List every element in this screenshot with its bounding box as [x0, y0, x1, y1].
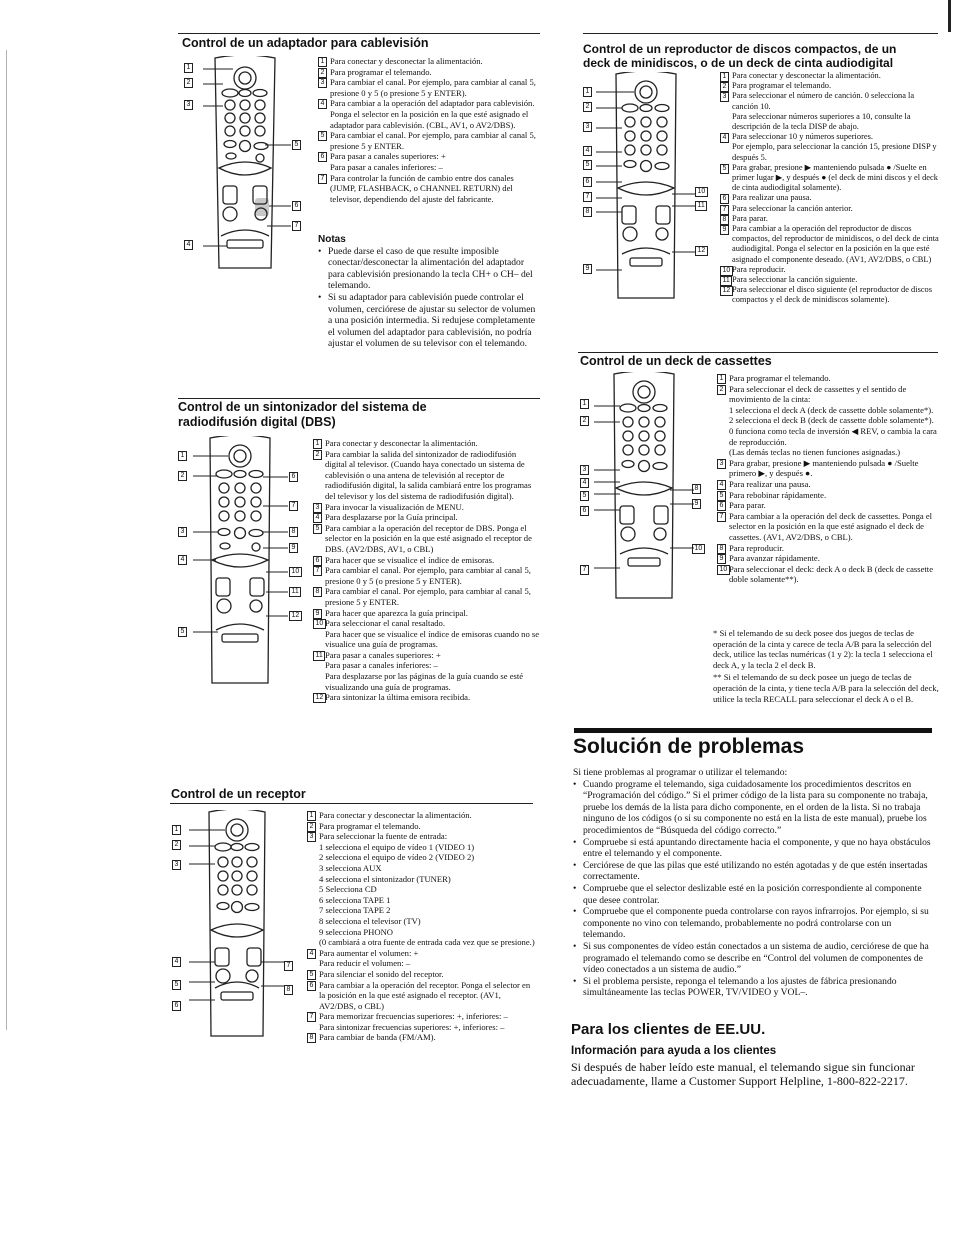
- list-item: 7 Para controlar la función de cambio entre dos canales (JUMP, FLASHBACK, o CHANNEL RETURN) del televisor, dependiendo del ajuste del fabricante.: [318, 173, 540, 205]
- list-item: 5 Para grabar, presione ▶ manteniendo pulsada ● /Suelte en primer lugar ▶, y después ● (el deck de mini discos y el deck de cinta audiodigital solamente).: [720, 163, 942, 194]
- cd-callout: 12: [695, 246, 708, 256]
- dbs-callout: 2: [178, 471, 187, 481]
- cd-callout: 9: [583, 264, 592, 274]
- receptor-remote-illustration: [185, 810, 305, 1040]
- list-item: 1 Para conectar y desconectar la alimentación.: [313, 438, 540, 449]
- right-edge-mark: [948, 0, 951, 32]
- list-item: 1 Para conectar y desconectar la alimentación.: [720, 71, 942, 81]
- cable-callout: 5: [292, 140, 301, 150]
- cassette-title: Control de un deck de cassettes: [580, 354, 772, 368]
- list-item: 7 Para seleccionar la canción anterior.: [720, 204, 942, 214]
- list-item: Para hacer que se visualice el índice de emisoras cuando no se visualice una guía de programas.: [325, 628, 540, 650]
- list-item: 11 Para pasar a canales superiores: +: [313, 650, 540, 661]
- list-item: 5 Para silenciar el sonido del receptor.: [307, 969, 535, 980]
- troubleshooting-body: [573, 767, 935, 999]
- cd-list: [720, 71, 942, 306]
- receptor-callout: 1: [172, 825, 181, 835]
- list-item: 8 Para parar.: [720, 214, 942, 224]
- receptor-callout: 7: [284, 961, 293, 971]
- list-item: 4 Para seleccionar 10 y números superiores.: [720, 132, 942, 142]
- list-item: 1 Para conectar y desconectar la alimentación.: [307, 810, 535, 821]
- list-item: 8 Para cambiar el canal. Por ejemplo, para cambiar al canal 5, presione 5 y ENTER.: [313, 586, 540, 607]
- receptor-callout: 6: [172, 1001, 181, 1011]
- list-item: 12 Para sintonizar la última emisora recibida.: [313, 692, 540, 703]
- cd-title: Control de un reproductor de discos compactos, de un deck de minidiscos, o de un deck de cinta audiodigital: [583, 42, 897, 70]
- dbs-title: Control de un sintonizador del sistema de radiodifusión digital (DBS): [178, 400, 427, 429]
- list-item: 1 Para conectar y desconectar la alimentación.: [318, 56, 540, 67]
- list-item: 6 Para cambiar a la operación del receptor. Ponga el selector en la posición en la que esté asignado el receptor. (AV1, AV2/DBS, o CBL): [307, 980, 535, 1012]
- list-item: 4 Para cambiar a la operación del adaptador para cablevisión. Ponga el selector en la posición en la que esté asignado el adaptador para cablevisión. (CBL, AV1, o AV2/DBS).: [318, 98, 540, 130]
- receptor-callout: 4: [172, 957, 181, 967]
- list-item: 2 selecciona el equipo de vídeo 2 (VIDEO 2): [319, 852, 475, 863]
- cable-remote-illustration: [183, 56, 313, 271]
- list-item: Para reducir el volumen: –: [319, 958, 411, 969]
- notes-title: Notas: [318, 234, 346, 245]
- customers-text: Si después de haber leído este manual, el telemando sigue sin funcionar adecuadamente, llame a Customer Support Helpline, 1-800-822-2217.: [571, 1060, 915, 1088]
- list-item: 7 Para cambiar el canal. Por ejemplo, para cambiar al canal 5, presione 0 y 5 (o presione 5 y ENTER).: [313, 565, 540, 586]
- cassette-callout: 10: [692, 544, 705, 554]
- list-item: 3 Para seleccionar el número de canción. 0 selecciona la canción 10.: [720, 91, 942, 111]
- list-item: 2 Para programar el telemando.: [307, 821, 535, 832]
- dbs-callout: 4: [178, 555, 187, 565]
- cable-callout: 2: [184, 78, 193, 88]
- list-item: 9 Para hacer que aparezca la guía principal.: [313, 608, 540, 619]
- list-item: Para seleccionar números superiores a 10, consulte la descripción de la tecla DISP de abajo.: [732, 111, 911, 132]
- cable-callout: 4: [184, 240, 193, 250]
- troubleshooting-rule: [574, 728, 932, 733]
- troubleshooting-intro: Si tiene problemas al programar o utilizar el telemando:: [573, 767, 788, 778]
- list-item: 5 Para cambiar a la operación del receptor de DBS. Ponga el selector en la posición en la que esté asignado el receptor de DBS. (AV2/DBS, AV1, o CBL): [313, 523, 540, 555]
- list-item: 8 selecciona el televisor (TV): [319, 915, 421, 926]
- cd-callout: 10: [695, 187, 708, 197]
- cd-callout: 6: [583, 177, 592, 187]
- cd-callout: 8: [583, 207, 592, 217]
- troubleshooting-title: Solución de problemas: [573, 735, 805, 758]
- list-item: 2 Para programar el telemando.: [720, 81, 942, 91]
- note-item: • Puede darse el caso de que resulte imposible conectar/desconectar la alimentación del adaptador para cablevisión presionando la tecla CH+ o CH– del telemando.: [318, 246, 540, 292]
- cd-callout: 5: [583, 160, 592, 170]
- cassette-callout: 3: [580, 465, 589, 475]
- list-item: 2 selecciona el deck B (deck de cassette doble solamente*).: [729, 415, 934, 426]
- list-item: 3 Para seleccionar la fuente de entrada:: [307, 831, 535, 842]
- cassette-callout: 1: [580, 399, 589, 409]
- footnote: ** Si el telemando de su deck posee un juego de teclas de operación de la cinta, y tiene tecla A/B para la selección del deck, utilice la tecla RECALL para seleccionar el deck A o el B.: [713, 672, 939, 704]
- cassette-callout: 5: [580, 491, 589, 501]
- list-item: 2 Para programar el telemando.: [318, 67, 540, 78]
- dbs-callout: 12: [289, 611, 302, 621]
- note-item: • Si su adaptador para cablevisión puede controlar el volumen, cerciórese de ajustar su selector de volumen a una posición intermedia. Si redujese completamente el volumen del adaptador para cablevisión, no podría ajustar el volumen de su televisor con el telemando.: [318, 292, 540, 350]
- cd-callout: 11: [695, 201, 707, 211]
- cassette-callout: 7: [580, 565, 589, 575]
- list-item: 5 Selecciona CD: [319, 884, 377, 895]
- list-item: 2 Para cambiar la salida del sintonizador de radiodifusión digital al televisor. (Cuando haya conectado un sistema de cablevisión o una antena de televisión al receptor de radiodifusión digital, la salida cambiará entre los programas del televisor y los del sistema de radiodifusión digital).: [313, 449, 540, 502]
- list-item: Para pasar a canales inferiores: –: [325, 660, 438, 671]
- cable-list: [318, 56, 540, 204]
- list-item: Por ejemplo, para seleccionar la canción 15, presione DISP y después 5.: [732, 142, 937, 162]
- cassette-callout: 6: [580, 506, 589, 516]
- customers-subtitle: Información para ayuda a los clientes: [571, 1045, 777, 1057]
- receptor-callout: 8: [284, 985, 293, 995]
- cassette-callout: 4: [580, 478, 589, 488]
- list-item: 3 selecciona AUX: [319, 862, 382, 873]
- list-item: • Compruebe que el selector deslizable esté en la posición correspondiente al componente que desee controlar.: [573, 883, 935, 906]
- list-item: 6 Para hacer que se visualice el índice de emisoras.: [313, 555, 540, 566]
- list-item: 3 Para invocar la visualización de MENU.: [313, 502, 540, 513]
- cd-callout: 1: [583, 87, 592, 97]
- cd-callout: 3: [583, 122, 592, 132]
- list-item: Para pasar a canales inferiores: –: [330, 161, 443, 172]
- dbs-callout: 5: [178, 627, 187, 637]
- dbs-callout: 1: [178, 451, 187, 461]
- list-item: 3 Para grabar, presione ▶ manteniendo pulsada ● /Suelte primero ▶, y después ●.: [717, 458, 941, 479]
- list-item: • Cuando programe el telemando, siga cuidadosamente los procedimientos descritos en “Programación del código.” Si el primer código de la lista para su componente no trabaja, pruebe los demás de la lista para dicho componente, en el orden de la lista. Si no trabaja ninguno de los códigos (o si su componente no está en la lista de este manual), pruebe los procedimientos de “Búsqueda del código correcto.”: [573, 779, 935, 837]
- dbs-callout: 11: [289, 587, 301, 597]
- list-item: 8 Para cambiar de banda (FM/AM).: [307, 1032, 535, 1043]
- cd-callout: 7: [583, 192, 592, 202]
- list-item: 6 Para parar.: [717, 500, 941, 511]
- cd-callout: 4: [583, 146, 592, 156]
- cd-callout: 2: [583, 102, 592, 112]
- cable-rule: [178, 33, 540, 34]
- list-item: Para desplazarse por las páginas de la guía cuando se esté visualizando una guía de programas.: [325, 671, 524, 692]
- dbs-callout: 10: [289, 567, 302, 577]
- list-item: 4 selecciona el sintonizador (TUNER): [319, 873, 451, 884]
- list-item: 4 Para realizar una pausa.: [717, 479, 941, 490]
- receptor-callout: 5: [172, 980, 181, 990]
- dbs-rule: [178, 398, 540, 399]
- list-item: • Si el problema persiste, reponga el telemando a los ajustes de fábrica presionando simultáneamente las teclas POWER, TV/VIDEO y VOL–.: [573, 976, 935, 999]
- list-item: (Las demás teclas no tienen funciones asignadas.): [729, 447, 901, 458]
- list-item: 6 Para realizar una pausa.: [720, 193, 942, 203]
- list-item: 1 Para programar el telemando.: [717, 373, 941, 384]
- list-item: (0 cambiará a otra fuente de entrada cada vez que se presione.): [319, 937, 535, 948]
- customers-title: Para los clientes de EE.UU.: [571, 1021, 766, 1038]
- list-item: • Si sus componentes de vídeo están conectados a un sistema de audio, cerciórese de que ha programado el telemando como se describe en “Control del volumen de componentes de vídeo conectados a un sistema de audio.”: [573, 941, 935, 976]
- list-item: • Compruebe que el componente pueda controlarse con rayos infrarrojos. Por ejemplo, si su componente no vino con telemando, probablemente no podrá controlarse con un telemando.: [573, 906, 935, 941]
- list-item: 4 Para aumentar el volumen: +: [307, 948, 535, 959]
- list-item: 3 Para cambiar el canal. Por ejemplo, para cambiar al canal 5, presione 0 y 5 (o presione 5 y ENTER).: [318, 77, 540, 98]
- list-item: 10 Para reproducir.: [720, 265, 942, 275]
- dbs-list: [313, 438, 540, 703]
- cable-title: Control de un adaptador para cablevisión: [182, 36, 429, 50]
- footnote: * Si el telemando de su deck posee dos juegos de teclas de operación de la cinta y carece de tecla A/B para la selección del deck, utilice las teclas numéricas (1 y 2): la tecla 1 selecciona el deck A, y la tecla 2 el deck B.: [713, 628, 933, 670]
- cassette-footnotes: [713, 628, 941, 704]
- dbs-callout: 3: [178, 527, 187, 537]
- list-item: 9 selecciona PHONO: [319, 926, 393, 937]
- list-item: 10 Para seleccionar el canal resaltado.: [313, 618, 540, 629]
- cd-rule: [583, 33, 938, 34]
- list-item: • Cerciórese de que las pilas que esté utilizando no estén agotadas y de que estén insertadas correctamente.: [573, 860, 935, 883]
- dbs-callout: 6: [289, 472, 298, 482]
- list-item: 5 Para cambiar el canal. Por ejemplo, para cambiar al canal 5, presione 5 y ENTER.: [318, 130, 540, 151]
- list-item: 1 selecciona el equipo de vídeo 1 (VIDEO 1): [319, 841, 475, 852]
- list-item: 11 Para seleccionar la canción siguiente.: [720, 275, 942, 285]
- list-item: 6 selecciona TAPE 1: [319, 894, 391, 905]
- receptor-rule: [170, 803, 533, 804]
- list-item: 12 Para seleccionar el disco siguiente (el reproductor de discos compactos y el deck de minidiscos solamente).: [720, 285, 942, 305]
- receptor-callout: 3: [172, 860, 181, 870]
- list-item: 4 Para desplazarse por la Guía principal.: [313, 512, 540, 523]
- list-item: 2 Para seleccionar el deck de cassettes y el sentido de movimiento de la cinta:: [717, 384, 941, 405]
- list-item: Para sintonizar frecuencias superiores: +, inferiores: –: [319, 1021, 505, 1032]
- list-item: 6 Para pasar a canales superiores: +: [318, 151, 540, 162]
- list-item: 1 selecciona el deck A (deck de cassette doble solamente*).: [729, 404, 934, 415]
- list-item: 0 funciona como tecla de inversión ◀ REV, o cambia la cara de reproducción.: [729, 425, 937, 447]
- cassette-callout: 2: [580, 416, 589, 426]
- cassette-rule: [578, 352, 938, 353]
- cassette-list: [717, 373, 941, 585]
- left-edge-mark: [6, 50, 7, 1030]
- cable-callout: 1: [184, 63, 193, 73]
- dbs-callout: 8: [289, 527, 298, 537]
- receptor-title: Control de un receptor: [171, 787, 306, 801]
- cassette-callout: 9: [692, 499, 701, 509]
- list-item: 9 Para cambiar a la operación del reproductor de discos compactos, del reproductor de minidiscos, o del deck de cinta audiodigital. Ponga el selector en la posición en la que esté asignado el componente deseado. (AV1, AV2/DBS, o CBL): [720, 224, 942, 265]
- list-item: 10 Para seleccionar el deck: deck A o deck B (deck de cassette doble solamente**).: [717, 564, 941, 585]
- list-item: 7 Para memorizar frecuencias superiores: +, inferiores: –: [307, 1011, 535, 1022]
- list-item: 7 selecciona TAPE 2: [319, 905, 391, 916]
- receptor-list: [307, 810, 535, 1043]
- cable-callout: 7: [292, 221, 301, 231]
- list-item: 9 Para avanzar rápidamente.: [717, 553, 941, 564]
- receptor-callout: 2: [172, 840, 181, 850]
- list-item: • Compruebe si está apuntando directamente hacia el componente, y que no haya obstáculos entre el telemando y el componente.: [573, 837, 935, 860]
- cable-callout: 3: [184, 100, 193, 110]
- cable-callout: 6: [292, 201, 301, 211]
- cassette-callout: 8: [692, 484, 701, 494]
- dbs-callout: 7: [289, 501, 298, 511]
- list-item: 5 Para rebobinar rápidamente.: [717, 490, 941, 501]
- list-item: 8 Para reproducir.: [717, 543, 941, 554]
- list-item: 7 Para cambiar a la operación del deck de cassettes. Ponga el selector en la posición en la que esté asignado el deck de cassettes. (AV1, AV2/DBS, o CBL).: [717, 511, 941, 543]
- dbs-callout: 9: [289, 543, 298, 553]
- cable-notes: [318, 234, 540, 350]
